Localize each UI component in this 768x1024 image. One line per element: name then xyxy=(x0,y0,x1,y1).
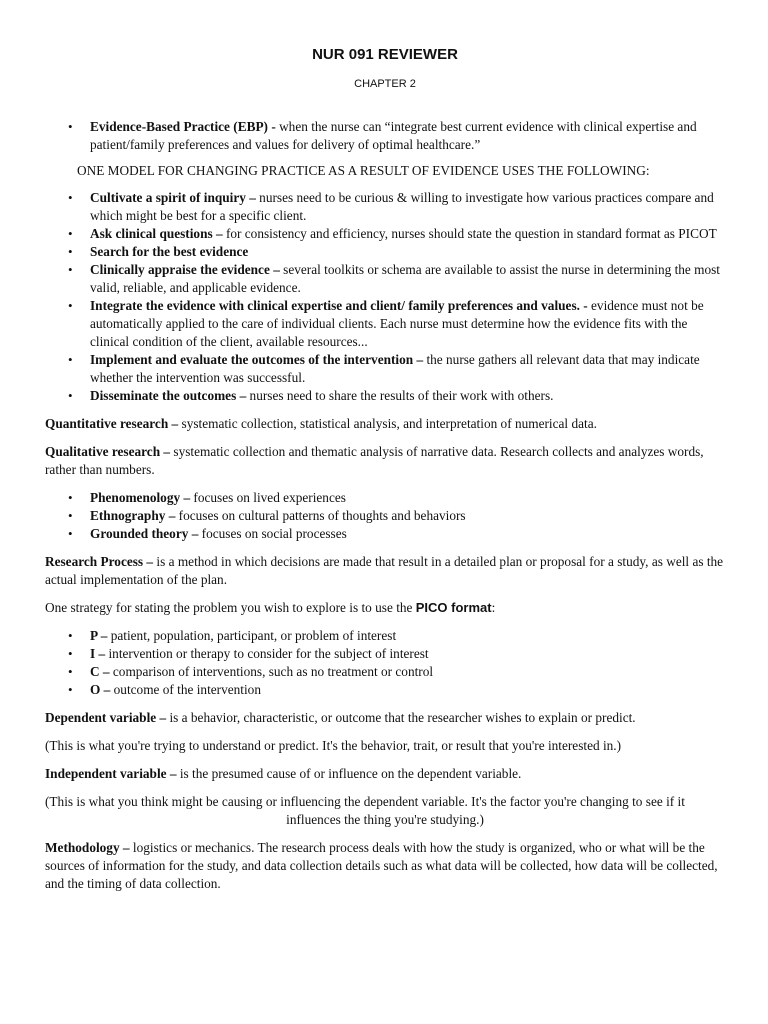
step-text: evidence must not be automatically applied to the care of individual clients. Each nurse must determine how the evidence fits with the clinical condition of the client, available resources... xyxy=(90,298,704,349)
model-steps-list xyxy=(45,189,725,405)
list-item-pico xyxy=(90,645,725,663)
step-term: Cultivate a spirit of inquiry – xyxy=(90,190,256,205)
term-quantitative: Quantitative research – xyxy=(45,416,179,431)
list-item-model-step xyxy=(90,297,725,351)
step-text: nurses need to share the results of their work with others. xyxy=(246,388,554,403)
pico-text: intervention or therapy to consider for the subject of interest xyxy=(105,646,429,661)
list-item-qualitative-type xyxy=(90,525,725,543)
step-text: for consistency and efficiency, nurses should state the question in standard format as PICOT xyxy=(222,226,717,241)
list-item-model-step xyxy=(90,243,725,261)
text-quantitative: systematic collection, statistical analysis, and interpretation of numerical data. xyxy=(178,416,597,431)
paragraph-methodology xyxy=(45,839,725,893)
text-independent-variable: is the presumed cause of or influence on the dependent variable. xyxy=(176,766,522,781)
pico-format-label: PICO format xyxy=(415,600,492,615)
step-term: Ask clinical questions – xyxy=(90,226,223,241)
list-item-pico xyxy=(90,627,725,645)
step-term: Search for the best evidence xyxy=(90,244,249,259)
pico-term: P – xyxy=(90,628,108,643)
list-item-model-step xyxy=(90,225,725,243)
pico-term: I – xyxy=(90,646,106,661)
term-qualitative: Qualitative research – xyxy=(45,444,171,459)
type-term: Grounded theory – xyxy=(90,526,199,541)
list-item-pico xyxy=(90,681,725,699)
text-research-process: is a method in which decisions are made that result in a detailed plan or proposal for a study, as well as the actual implementation of the plan. xyxy=(45,554,724,587)
pico-text: patient, population, participant, or problem of interest xyxy=(107,628,397,643)
step-term: Integrate the evidence with clinical expertise and client/ family preferences and values. - xyxy=(90,298,588,313)
document-title: NUR 091 REVIEWER xyxy=(312,46,458,63)
term-dependent-variable: Dependent variable – xyxy=(45,710,167,725)
model-heading: ONE MODEL FOR CHANGING PRACTICE AS A RESULT OF EVIDENCE USES THE FOLLOWING: xyxy=(77,163,650,178)
type-text: focuses on cultural patterns of thoughts and behaviors xyxy=(175,508,466,523)
step-text: the nurse gathers all relevant data that may indicate whether the intervention was successful. xyxy=(90,352,700,385)
pico-intro-suffix: : xyxy=(491,600,496,615)
paragraph-independent-variable xyxy=(45,765,725,783)
ebp-list xyxy=(45,118,725,154)
list-item-qualitative-type xyxy=(90,489,725,507)
qualitative-types-list xyxy=(45,489,725,543)
pico-list xyxy=(45,627,725,699)
paragraph-dependent-variable xyxy=(45,709,725,727)
type-text: focuses on social processes xyxy=(198,526,347,541)
text-pico-intro: One strategy for stating the problem you wish to explore is to use the xyxy=(45,600,416,615)
type-term: Ethnography – xyxy=(90,508,176,523)
step-term: Clinically appraise the evidence – xyxy=(90,262,280,277)
note-independent-variable xyxy=(45,793,725,829)
paragraph-research-process xyxy=(45,553,725,589)
step-term: Disseminate the outcomes – xyxy=(90,388,247,403)
paragraph-quantitative xyxy=(45,415,725,433)
text-qualitative: systematic collection and thematic analysis of narrative data. Research collects and analyzes words, rather than numbers. xyxy=(45,444,704,477)
step-text: several toolkits or schema are available to assist the nurse in determining the most valid, reliable, and applicable evidence. xyxy=(90,262,720,295)
document-page xyxy=(45,0,725,893)
pico-text: comparison of interventions, such as no treatment or control xyxy=(109,664,434,679)
definition-ebp: when the nurse can “integrate best current evidence with clinical expertise and patient/family preferences and values for delivery of optimal healthcare.” xyxy=(90,119,697,152)
paragraph-qualitative xyxy=(45,443,725,479)
step-text: nurses need to be curious & willing to investigate how various practices compare and which might be best for a specific client. xyxy=(90,190,714,223)
list-item-pico xyxy=(90,663,725,681)
text-dependent-variable: is a behavior, characteristic, or outcome that the researcher wishes to explain or predict. xyxy=(166,710,636,725)
note-line-2: influences the thing you're studying.) xyxy=(286,812,484,827)
chapter-label: CHAPTER 2 xyxy=(354,78,416,90)
paragraph-pico-intro xyxy=(45,599,725,617)
pico-term: O – xyxy=(90,682,111,697)
term-methodology: Methodology – xyxy=(45,840,130,855)
list-item-model-step xyxy=(90,351,725,387)
list-item-model-step xyxy=(90,387,725,405)
list-item-qualitative-type xyxy=(90,507,725,525)
note-dependent-variable: (This is what you're trying to understand or predict. It's the behavior, trait, or result that you're interested in.) xyxy=(45,738,622,753)
list-item-ebp xyxy=(90,118,725,154)
type-term: Phenomenology – xyxy=(90,490,191,505)
type-text: focuses on lived experiences xyxy=(190,490,346,505)
term-ebp: Evidence-Based Practice (EBP) - xyxy=(90,119,276,134)
term-research-process: Research Process – xyxy=(45,554,154,569)
term-independent-variable: Independent variable – xyxy=(45,766,177,781)
step-term: Implement and evaluate the outcomes of the intervention – xyxy=(90,352,424,367)
pico-text: outcome of the intervention xyxy=(110,682,261,697)
text-methodology: logistics or mechanics. The research process deals with how the study is organized, who or what will be the sources of information for the study, and data collection details such as what data will be collected, how data will be collected, and the timing of data collection. xyxy=(45,840,718,891)
list-item-model-step xyxy=(90,189,725,225)
pico-term: C – xyxy=(90,664,110,679)
list-item-model-step xyxy=(90,261,725,297)
note-line-1: (This is what you think might be causing or influencing the dependent variable. It's the factor you're changing to see if it xyxy=(45,794,685,809)
